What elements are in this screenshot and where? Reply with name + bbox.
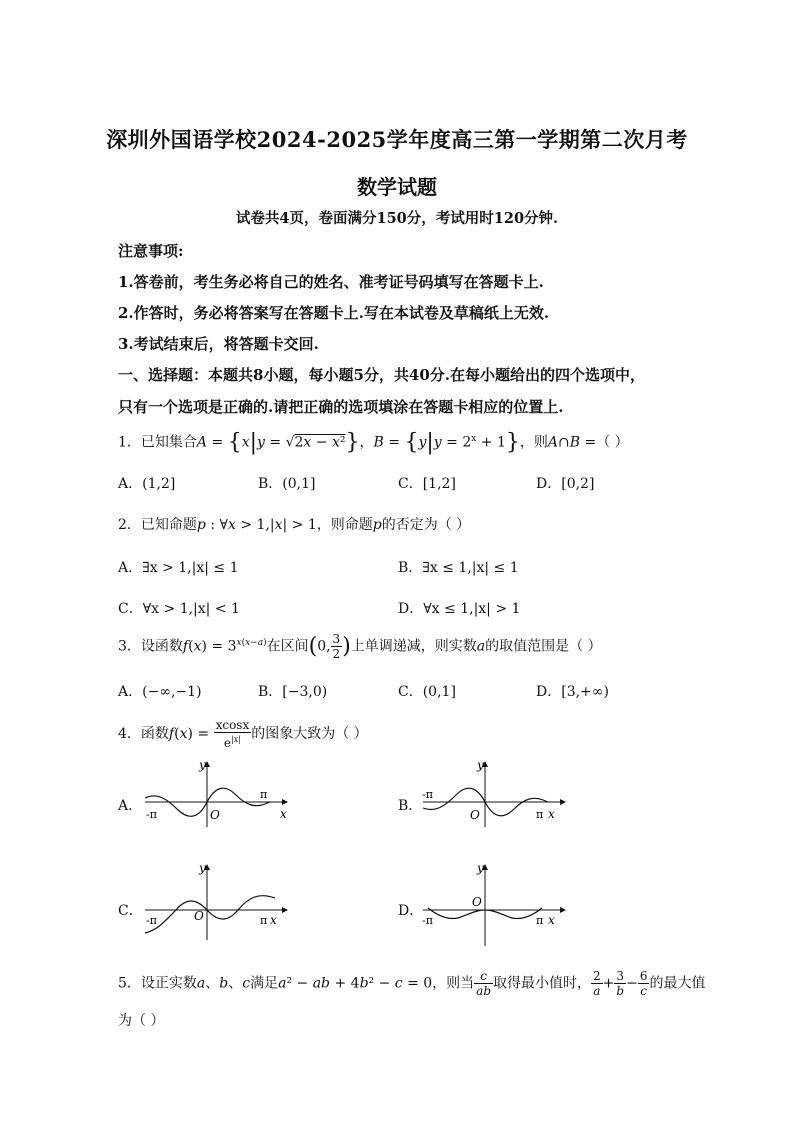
svg-text:x: x xyxy=(270,913,277,927)
question-1: 1．已知集合A = {x|y = √2x − x²}，$B = \{y|y = 2^x + 1\}$，则A∩B =（ ） xyxy=(118,430,629,455)
svg-text:O: O xyxy=(470,808,480,822)
svg-text:π: π xyxy=(536,808,544,821)
option-d: D．∀x ≤ 1,|x| > 1 xyxy=(398,601,521,617)
exam-info: 试卷共4页，卷面满分150分，考试用时120分钟. xyxy=(235,210,559,227)
svg-text:x: x xyxy=(548,807,555,821)
option-d: D．[0,2] xyxy=(536,476,595,492)
option-b: B． xyxy=(398,798,423,814)
graph-a xyxy=(140,755,290,830)
option-c: C．[1,2] xyxy=(398,476,456,492)
graph-d xyxy=(418,858,568,948)
section-heading-cont: 只有一个选项是正确的.请把正确的选项填涂在答题卡相应的位置上. xyxy=(118,398,564,416)
svg-text:y: y xyxy=(477,758,484,772)
option-c: C．(0,1] xyxy=(398,684,456,700)
svg-text:-π: -π xyxy=(422,914,433,927)
section-heading: 一、选择题：本题共8小题，每小题5分，共40分.在每小题给出的四个选项中， xyxy=(118,366,645,384)
option-d: D． xyxy=(398,903,424,919)
question-4: 4．函数f(x) = $\frac{xcosx}{e^{|x|}}$ 的图象大致为（ ） xyxy=(118,718,368,750)
option-b: B．(0,1] xyxy=(258,476,316,492)
question-3: 3．设函数$f(x) = 3^{x(x-a)}$在区间(0, $\frac{3}{2}$ )上单调递减，则实数a的取值范围是（ ） xyxy=(118,632,602,661)
option-b: B．∃x ≤ 1,|x| ≤ 1 xyxy=(398,560,519,576)
neg-pi-label: -π xyxy=(146,808,157,821)
origin-label: O xyxy=(210,808,220,822)
svg-text:-π: -π xyxy=(422,788,433,801)
svg-text:O: O xyxy=(194,909,204,923)
option-a: A．∃x > 1,|x| ≤ 1 xyxy=(118,560,239,576)
question-5: 5．设正实数a、b、c满足a² − ab + 4b² − c = 0，则当 $\frac{c}{ab}$ 取得最小值时， $\frac{2}{a}$ + $\frac{3}{b}$ − $\frac{6}{c}$ 的最大值 xyxy=(118,969,706,998)
pi-label: π xyxy=(260,788,268,801)
svg-text:x: x xyxy=(548,913,555,927)
graph-c xyxy=(140,858,290,943)
option-c: C． xyxy=(118,903,143,919)
option-d: D．[3,+∞) xyxy=(536,684,609,700)
svg-text:y: y xyxy=(477,861,484,875)
svg-text:y: y xyxy=(199,861,206,875)
notice-item: 3.考试结束后，将答题卡交回. xyxy=(118,335,319,353)
option-a: A．(1,2] xyxy=(118,476,176,492)
svg-text:π: π xyxy=(260,914,268,927)
question-2: 2．已知命题p : ∀x > 1,|x| > 1，则命题p的否定为（ ） xyxy=(118,517,471,533)
notice-item: 2.作答时，务必将答案写在答题卡上.写在本试卷及草稿纸上无效. xyxy=(118,304,550,322)
svg-text:O: O xyxy=(472,895,482,909)
y-axis-label: y xyxy=(199,758,206,772)
question-5-cont: 为（ ） xyxy=(118,1013,165,1029)
exam-subtitle: 数学试题 xyxy=(357,175,437,199)
option-a: A．(−∞,−1) xyxy=(118,684,202,700)
svg-text:π: π xyxy=(536,914,544,927)
option-a: A． xyxy=(118,798,143,814)
svg-text:-π: -π xyxy=(146,914,157,927)
option-c: C．∀x > 1,|x| < 1 xyxy=(118,601,240,617)
option-b: B．[−3,0) xyxy=(258,684,328,700)
exam-title: 深圳外国语学校2024-2025学年度高三第一学期第二次月考 xyxy=(106,127,688,152)
notice-heading: 注意事项: xyxy=(118,242,184,260)
x-axis-label: x xyxy=(280,807,287,821)
graph-b xyxy=(418,755,568,830)
notice-item: 1.答卷前，考生务必将自己的姓名、准考证号码填写在答题卡上. xyxy=(118,273,544,291)
